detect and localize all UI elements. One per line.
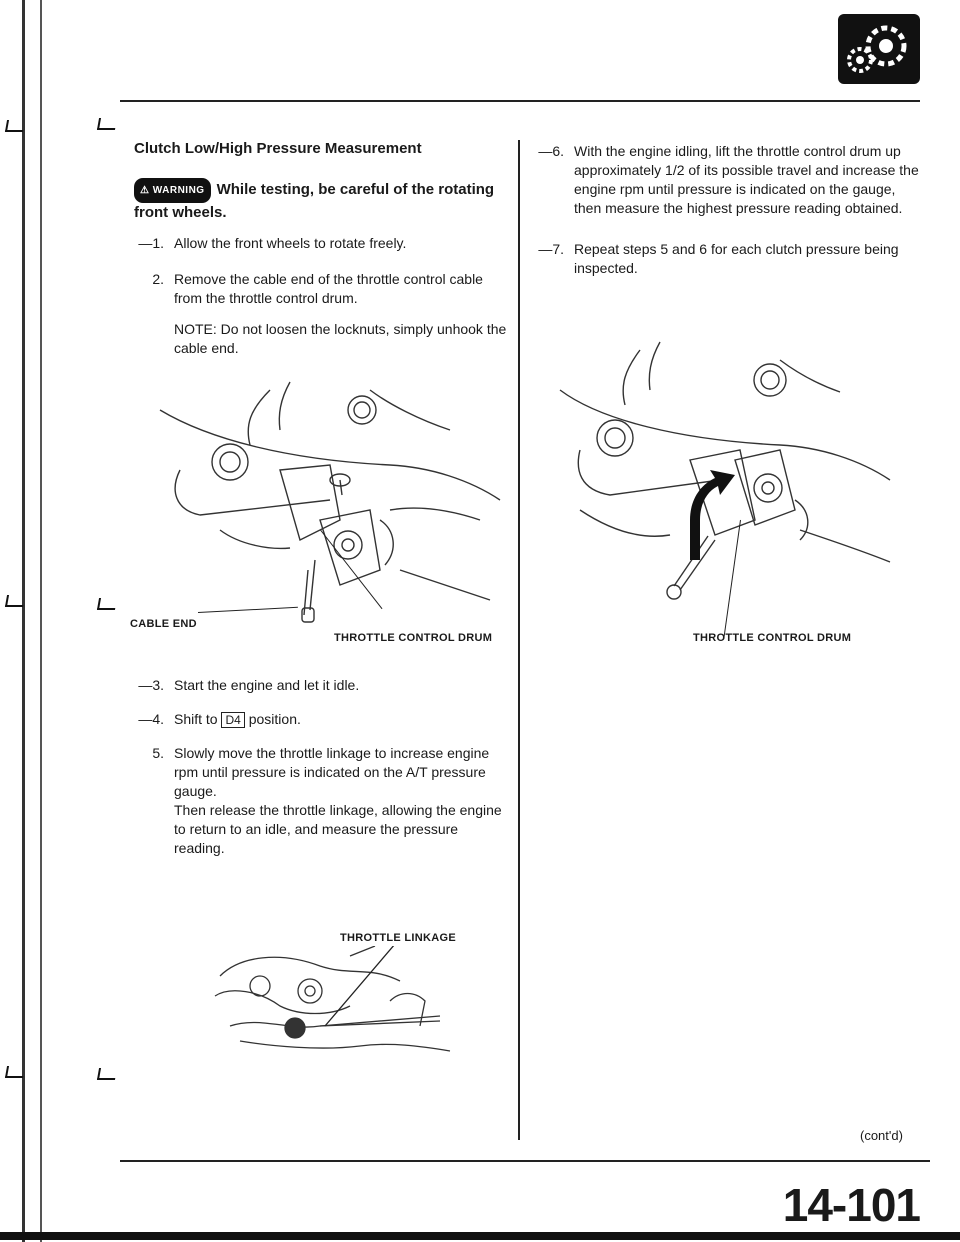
step-3 <box>130 676 510 695</box>
step-text: With the engine idling, lift the throttle control drum up approximately 1/2 of its possible travel and increase the engine rpm until pressure is indicated on the gauge, then measure the highest pressure reading obtained. <box>574 143 919 216</box>
note-text: NOTE: Do not loosen the locknuts, simply unhook the cable end. <box>174 321 507 356</box>
warning-paragraph <box>134 178 504 222</box>
step-number: —6. <box>538 143 564 159</box>
step-text: Slowly move the throttle linkage to increase engine rpm until pressure is indicated on the A/T pressure gauge. <box>174 745 490 799</box>
step-7 <box>530 240 920 278</box>
step-2 <box>130 270 510 308</box>
footer-rule <box>120 1160 930 1162</box>
step-text: Start the engine and let it idle. <box>174 677 360 693</box>
step-number: —7. <box>538 241 564 257</box>
step-number: —1. <box>138 235 164 251</box>
d4-position-key: D4 <box>221 712 244 728</box>
margin-tick <box>5 595 25 607</box>
cable-end-label: CABLE END <box>130 618 197 630</box>
footer-bar <box>0 1232 960 1240</box>
transmission-gear-icon <box>838 14 920 84</box>
warning-text: While testing, be careful of the rotating front wheels. <box>134 181 495 221</box>
step-text: Remove the cable end of the throttle control cable from the throttle control drum. <box>174 271 483 306</box>
step-1 <box>130 234 510 253</box>
margin-tick <box>97 1068 117 1080</box>
binding-margin-line <box>40 0 42 1242</box>
margin-tick <box>97 118 117 130</box>
throttle-linkage-label: THROTTLE LINKAGE <box>340 932 457 944</box>
step-text: position. <box>248 711 301 727</box>
step-number: 5. <box>152 745 164 761</box>
margin-tick <box>97 598 117 610</box>
step-text-continued: Then release the throttle linkage, allowing the engine to return to an idle, and measure the pressure reading. <box>174 802 502 856</box>
margin-tick <box>5 1066 25 1078</box>
continued-note: (cont'd) <box>860 1128 903 1143</box>
margin-tick <box>5 120 25 132</box>
step-text: Shift to <box>174 711 218 727</box>
throttle-control-drum-label: THROTTLE CONTROL DRUM <box>693 632 852 644</box>
page-number: 14-101 <box>782 1179 920 1231</box>
throttle-linkage-illustration <box>200 946 460 1066</box>
step-number: 2. <box>152 271 164 287</box>
section-title: Clutch Low/High Pressure Measurement <box>134 140 422 157</box>
header-rule <box>120 100 920 102</box>
step-4 <box>130 710 510 729</box>
binding-margin-line <box>22 0 25 1242</box>
throttle-drum-illustration <box>130 370 510 640</box>
step-5 <box>130 744 510 858</box>
step-6 <box>530 142 920 218</box>
column-divider <box>518 140 520 1140</box>
step-number: —3. <box>138 677 164 693</box>
step-text: Allow the front wheels to rotate freely. <box>174 235 407 251</box>
throttle-control-drum-label: THROTTLE CONTROL DRUM <box>334 632 493 644</box>
step-text: Repeat steps 5 and 6 for each clutch pressure being inspected. <box>574 241 899 276</box>
warning-badge: ⚠ WARNING <box>134 178 211 203</box>
step-number: —4. <box>138 711 164 727</box>
